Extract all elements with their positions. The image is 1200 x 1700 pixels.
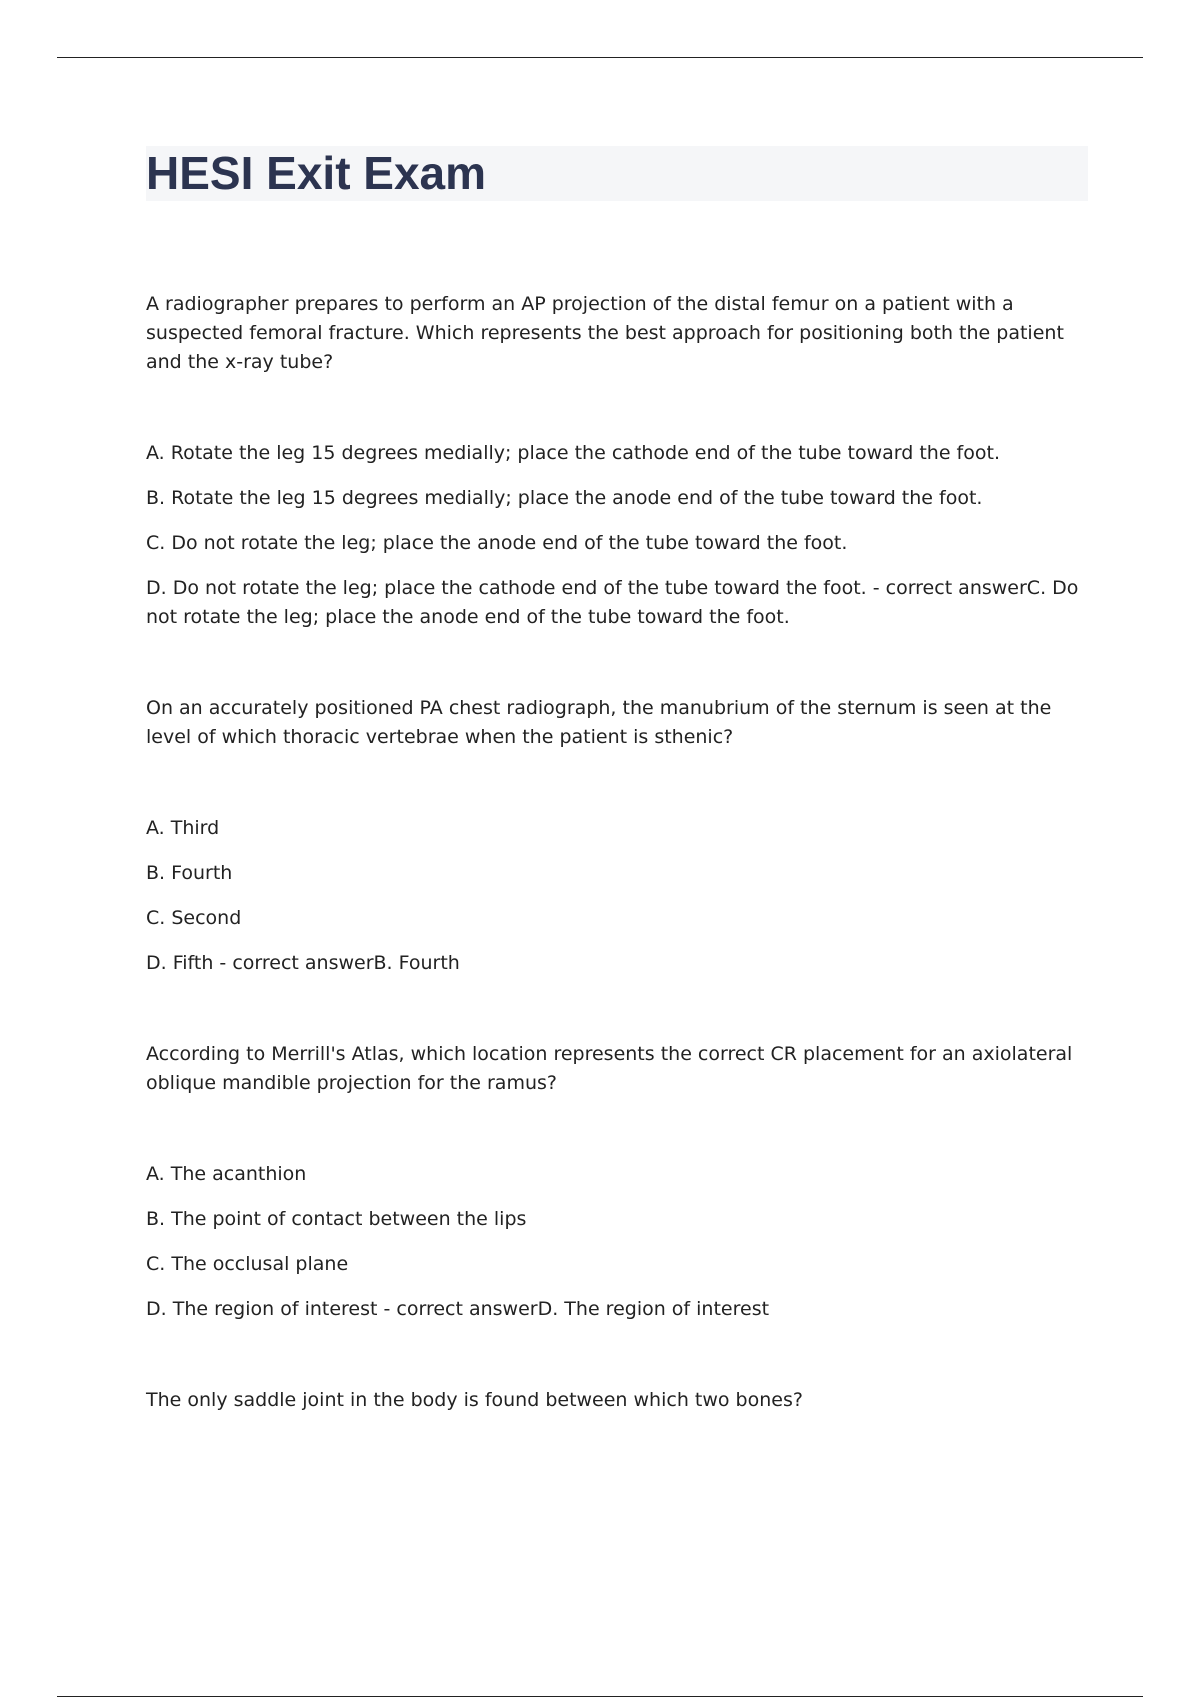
answer-option: C. The occlusal plane: [146, 1253, 349, 1275]
question-2-options: [146, 814, 1086, 978]
answer-option: B. The point of contact between the lips: [146, 1208, 527, 1230]
bottom-rule: [57, 1696, 1143, 1697]
answer-option: C. Do not rotate the leg; place the anode end of the tube toward the foot.: [146, 532, 848, 554]
answer-option: D. The region of interest - correct answerD. The region of interest: [146, 1298, 770, 1320]
question-3-options: [146, 1160, 1086, 1324]
document-title: HESI Exit Exam: [146, 147, 487, 199]
question-2: On an accurately positioned PA chest radiograph, the manubrium of the sternum is seen at the level of which thoracic vertebrae when the patient is sthenic?: [146, 697, 1052, 748]
top-rule: [57, 57, 1143, 58]
answer-option: A. Third: [146, 817, 220, 839]
answer-option: A. The acanthion: [146, 1163, 307, 1185]
answer-option: D. Fifth - correct answerB. Fourth: [146, 952, 460, 974]
answer-option: A. Rotate the leg 15 degrees medially; place the cathode end of the tube toward the foot.: [146, 442, 1000, 464]
question-4: The only saddle joint in the body is found between which two bones?: [146, 1389, 803, 1411]
answer-option: B. Fourth: [146, 862, 233, 884]
document-body: [146, 290, 1086, 1477]
answer-option: D. Do not rotate the leg; place the cathode end of the tube toward the foot. - correct answerC. Do not rotate the leg; place the anode end of the tube toward the foot.: [146, 577, 1079, 628]
question-3: According to Merrill's Atlas, which location represents the correct CR placement for an axiolateral oblique mandible projection for the ramus?: [146, 1043, 1073, 1094]
answer-option: C. Second: [146, 907, 242, 929]
question-1-options: [146, 439, 1086, 632]
question-1: A radiographer prepares to perform an AP projection of the distal femur on a patient with a suspected femoral fracture. Which represents the best approach for positioning both the patient and the x-ray tube?: [146, 293, 1064, 373]
answer-option: B. Rotate the leg 15 degrees medially; place the anode end of the tube toward the foot.: [146, 487, 983, 509]
